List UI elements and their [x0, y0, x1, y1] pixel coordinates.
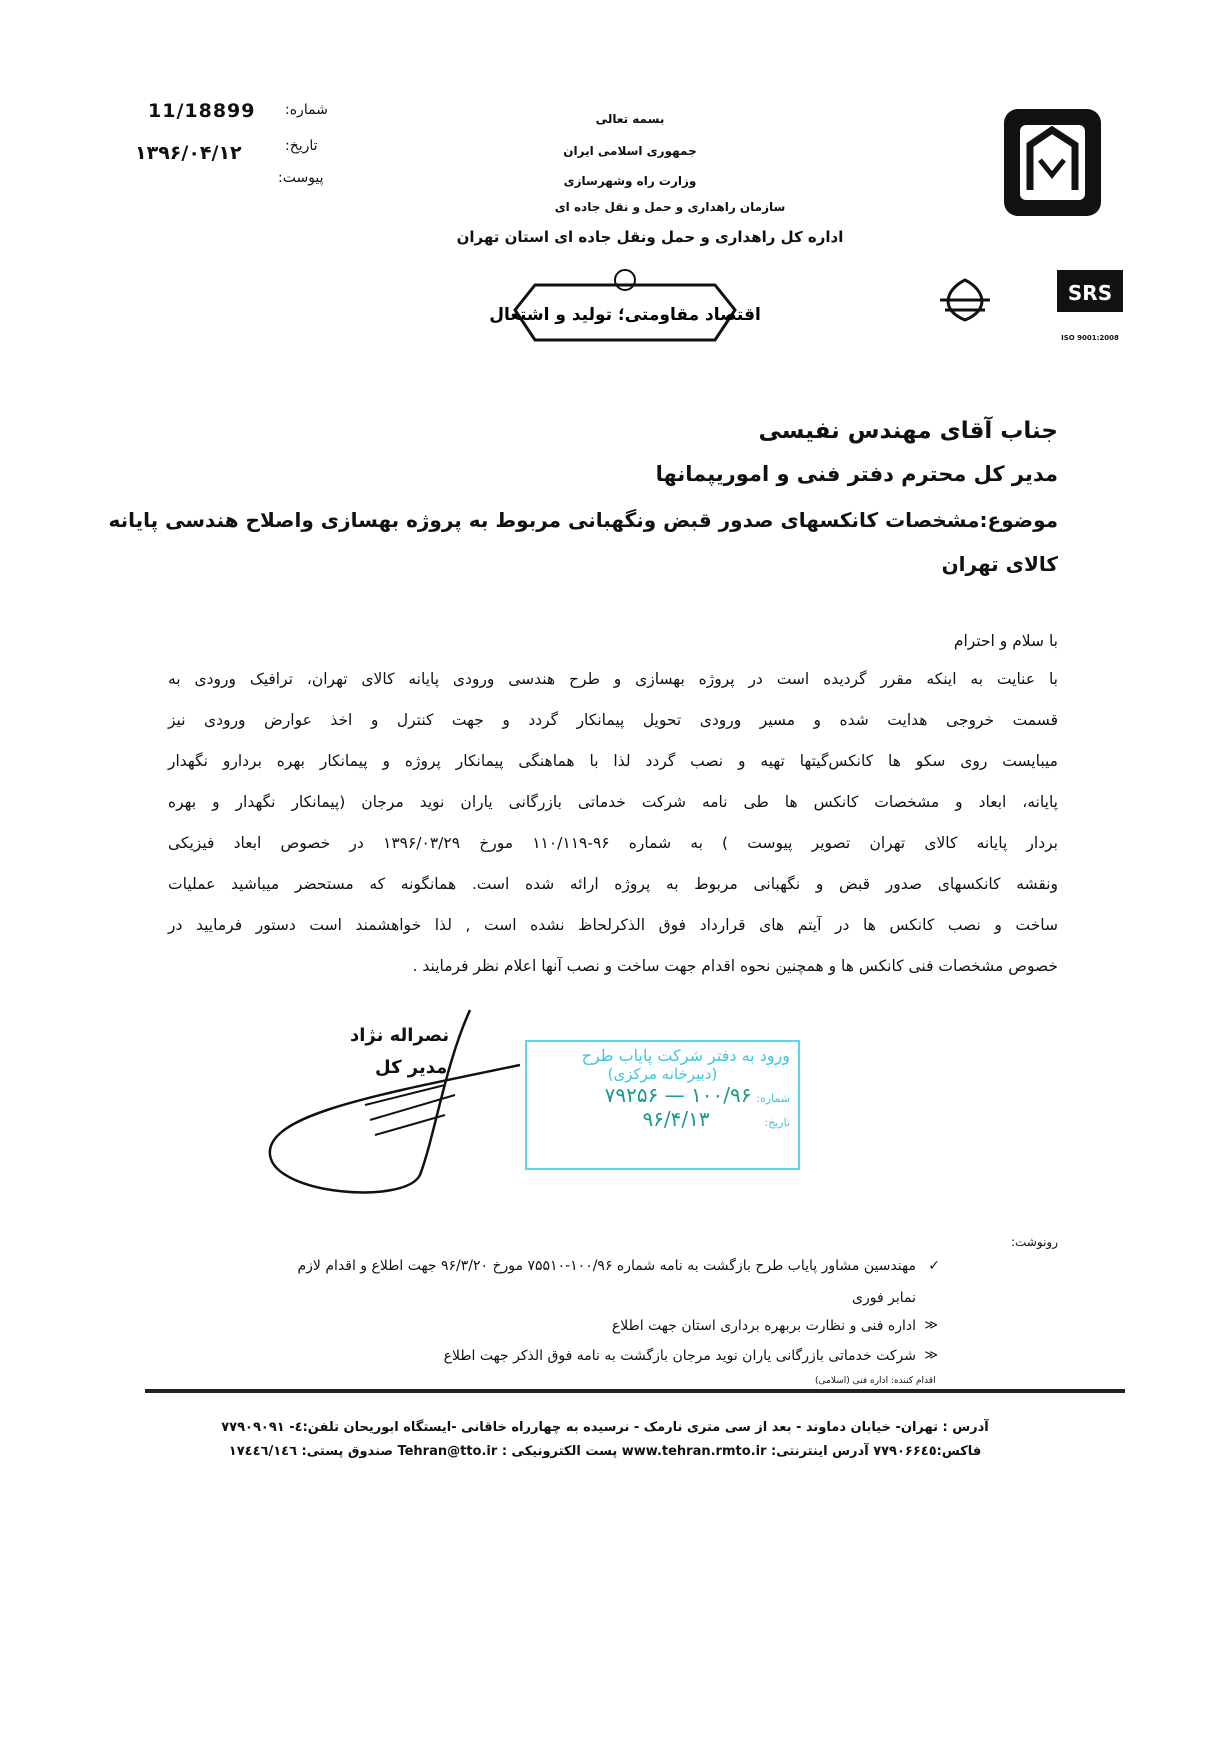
body-line: با عنایت به اینکه مقرر گردیده است در پروژه بهسازی و طرح هندسی ورودی پایانه کالای تهران، ترافیک ورودی به	[168, 670, 1058, 688]
cc-label: رونوشت:	[1010, 1235, 1058, 1249]
arrow-icon: ≫	[924, 1348, 938, 1363]
action-note: اقدام کننده: اداره فنی (اسلامی)	[815, 1376, 936, 1386]
cc-note: نمابر فوری	[852, 1290, 916, 1306]
number-label: شماره:	[285, 102, 328, 118]
arrow-icon: ✓	[928, 1258, 940, 1274]
svg-text:SRS: SRS	[1067, 281, 1113, 305]
stamp-subtitle: (دبیرخانه مرکزی)	[607, 1065, 718, 1083]
stamp-date: ۹۶/۴/۱۳	[642, 1107, 710, 1131]
office-name: اداره کل راهداری و حمل ونقل جاده ای استان تهران	[456, 228, 844, 246]
footer-address: آدرس : تهران- خیابان دماوند - بعد از سی متری نارمک - نرسیده به چهارراه خاقانی -ایستگاه ابوریحان تلفن:٤- ۷۷۹۰۹۰۹۱	[221, 1420, 989, 1435]
country-name: جمهوری اسلامی ایران	[563, 144, 697, 158]
arrow-icon: ≫	[924, 1318, 938, 1333]
subject-line-2: کالای تهران	[941, 552, 1058, 576]
subject-line: موضوع:مشخصات کانکسهای صدور قبض ونگهبانی مربوط به پروژه بهسازی واصلاح هندسی پایانه	[108, 508, 1058, 532]
ministry-name: وزارت راه وشهرسازی	[563, 174, 697, 188]
cc-item: مهندسین مشاور پایاب طرح بازگشت به نامه شماره ۱۰۰/۹۶-۷۵۵۱۰ مورخ ۹۶/۳/۲۰ جهت اطلاع و اقدام لازم	[297, 1258, 916, 1274]
body-line: خصوص مشخصات فنی کانکس ها و همچنین نحوه اقدام جهت ساخت و نصب آنها اعلام نظر فرمایند .	[412, 957, 1058, 975]
letter-number: 11/18899	[148, 100, 256, 122]
body-line: میبایست روی سکو ها کانکس‌گیتها تهیه و نصب گردد لذا با هماهنگی پیمانکار پروژه و پیمانکار بهره بردارو نگهدار	[168, 752, 1058, 770]
stamp-number: ۱۰۰/۹۶ — ۷۹۲۵۶	[604, 1083, 752, 1107]
divider	[145, 1389, 1125, 1393]
stamp-title: ورود به دفتر شرکت پایاب طرح	[581, 1046, 790, 1065]
signatory-title: مدیر کل	[375, 1057, 448, 1078]
ministry-logo	[1000, 105, 1105, 220]
greeting: با سلام و احترام	[953, 632, 1058, 650]
recipient-name: جناب آقای مهندس نفیسی	[758, 418, 1058, 444]
body-line: پایانه، ابعاد و مشخصات کانکس ها طی نامه شرکت خدماتی بازرگانی یاران نوید مرجان (پیمانکار نگهدار و بهره	[168, 793, 1058, 811]
cc-item: شرکت خدماتی بازرگانی یاران نوید مرجان بازگشت به نامه فوق الذکر جهت اطلاع	[443, 1348, 916, 1364]
stamp-number-label: شماره:	[756, 1092, 790, 1105]
basmala: بسمه تعالی	[595, 112, 665, 126]
body-line: قسمت خروجی هدایت شده و مسیر ورودی تحویل پیمانکار گردد و جهت کنترل و اخذ عوارض ورودی نیز	[168, 711, 1058, 729]
letter-date: ۱۳۹۶/۰۴/۱۲	[135, 142, 242, 164]
recipient-title: مدیر کل محترم دفتر فنی و اموریپمانها	[655, 462, 1058, 486]
signature	[255, 1005, 525, 1195]
emblem-logo	[935, 270, 995, 325]
receipt-stamp	[525, 1040, 800, 1170]
body-line: ساخت و نصب کانکس ها در آیتم های قرارداد فوق الذکرلحاظ نشده است , لذا خواهشمند است دستور فرمایید در	[168, 916, 1058, 934]
iso-label: ISO 9001:2008	[1061, 334, 1119, 342]
footer-contact: فاکس:۷۷۹۰۶۶٤٥ آدرس اینترنتی: www.tehran.rmto.ir پست الکترونیکی : Tehran@tto.ir صندوق پستی: ۱۷٤٤٦/۱٤٦	[228, 1444, 982, 1459]
stamp-date-label: تاریخ:	[764, 1116, 790, 1129]
date-label: تاریخ:	[285, 138, 318, 154]
signatory-name: نصراله نژاد	[350, 1025, 450, 1046]
body-line: بردار پایانه کالای تهران تصویر پیوست ) به شماره ۹۶-۱۱۰/۱۱۹ مورخ ۱۳۹۶/۰۳/۲۹ در خصوص ابعاد فیزیکی	[168, 834, 1058, 852]
motto-emblem	[489, 265, 761, 355]
organization-name: سازمان راهداری و حمل و نقل جاده ای	[554, 200, 786, 214]
svg-text:اقتصاد مقاومتی؛ تولید و اشتغال: اقتصاد مقاومتی؛ تولید و اشتغال	[489, 305, 761, 325]
body-line: ونقشه کانکسهای صدور قبض و نگهبانی مربوط به پروژه ارائه شده است. همانگونه که مستحضر میباشید عملیات	[168, 875, 1058, 893]
cc-item: اداره فنی و نظارت بربهره برداری استان جهت اطلاع	[611, 1318, 916, 1334]
attachment-label: پیوست:	[278, 170, 324, 186]
iso-logo	[1055, 268, 1125, 342]
